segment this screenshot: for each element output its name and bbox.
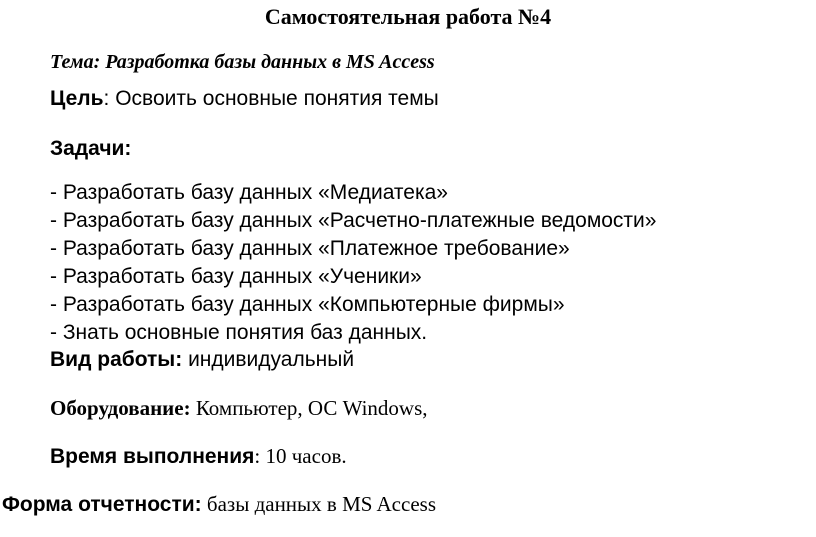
equipment-value: Компьютер, ОС Windows, [190,396,428,420]
duration-value: : 10 часов. [254,444,347,468]
report-form-line [2,494,436,515]
equipment-line [50,398,428,419]
topic-line: Тема: Разработка базы данных в MS Access [50,51,435,73]
goal-label: Цель [50,87,104,110]
work-type-label: Вид работы: [50,348,183,371]
goal-text: : Освоить основные понятия темы [103,87,439,110]
duration-line [50,446,347,467]
duration-label: Время выполнения [50,445,255,468]
task-item: - Знать основные понятия баз данных. [50,321,428,344]
task-item: - Разработать базу данных «Ученики» [50,265,422,288]
report-form-label: Форма отчетности: [2,493,202,516]
document-title: Самостоятельная работа №4 [264,4,552,29]
task-item: - Разработать базу данных «Медиатека» [50,181,448,204]
task-item: - Разработать базу данных «Расчетно-платежные ведомости» [50,209,657,232]
report-form-value: базы данных в MS Access [201,492,436,516]
task-item: - Разработать базу данных «Платежное требование» [50,237,570,260]
task-item: - Разработать базу данных «Компьютерные фирмы» [50,293,565,316]
goal-line [50,88,439,109]
tasks-heading: Задачи: [50,137,132,160]
work-type-value: индивидуальный [182,348,355,371]
work-type-line [50,349,354,370]
equipment-label: Оборудование: [50,396,191,420]
